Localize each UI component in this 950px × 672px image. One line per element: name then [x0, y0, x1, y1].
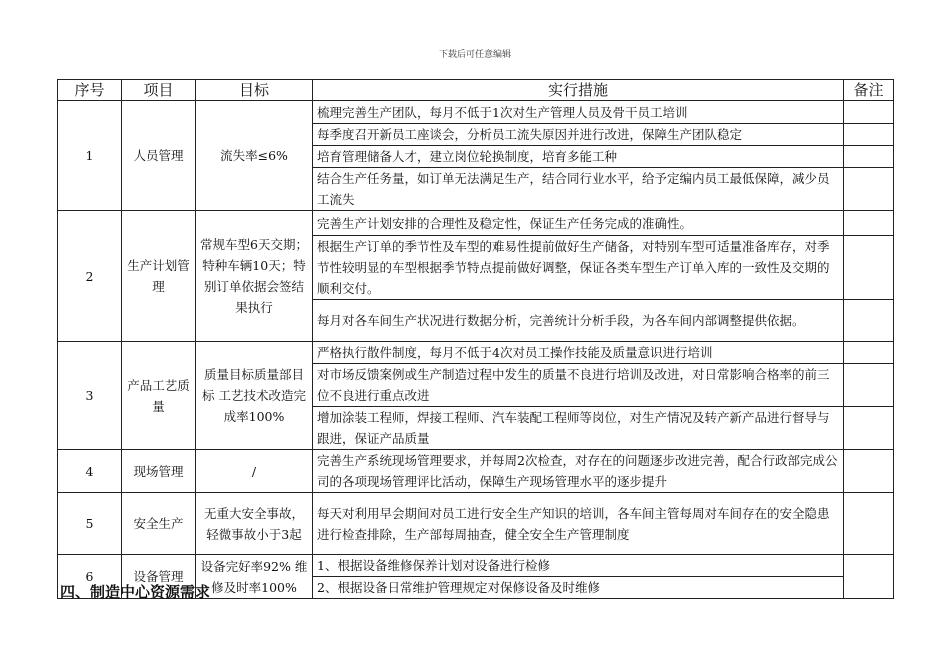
column-header: 备注	[844, 80, 894, 101]
column-header: 项目	[122, 80, 196, 101]
row-measure: 梳理完善生产团队，每月不低于1次对生产管理人员及骨干员工培训	[313, 101, 844, 124]
header-note: 下载后可任意编辑	[438, 50, 511, 60]
row-remark	[844, 450, 894, 493]
table-row	[58, 450, 894, 493]
row-measure: 完善生产计划安排的合理性及稳定性，保证生产任务完成的准确性。	[313, 211, 844, 236]
row-target: 流失率≤6%	[196, 101, 313, 211]
column-header: 序号	[58, 80, 122, 101]
row-remark	[844, 236, 894, 300]
row-remark	[844, 407, 894, 450]
row-number: 3	[58, 342, 122, 450]
row-number: 6	[58, 555, 122, 599]
column-header: 实行措施	[313, 80, 844, 101]
row-remark	[844, 124, 894, 146]
row-measure: 根据生产订单的季节性及车型的难易性提前做好生产储备，对特别车型可适量准备库存，对季节性较明显的车型根据季节特点提前做好调整，保证各类车型生产订单入库的一致性及交期的顺利交付。	[313, 236, 844, 300]
table-row	[58, 493, 894, 555]
row-remark	[844, 211, 894, 236]
row-remark	[844, 493, 894, 555]
table-row	[58, 101, 894, 124]
table-row	[58, 555, 894, 577]
row-target: 无重大安全事故，轻微事故小于3起	[196, 493, 313, 555]
row-target: 常规车型6天交期；特种车辆10天；特别订单依据会签结果执行	[196, 211, 313, 342]
row-item: 产品工艺质量	[122, 342, 196, 450]
row-item: 安全生产	[122, 493, 196, 555]
row-measure: 严格执行散件制度，每月不低于4次对员工操作技能及质量意识进行培训	[313, 342, 844, 364]
row-number: 5	[58, 493, 122, 555]
row-target: 质量目标质量部目标 工艺技术改造完成率100%	[196, 342, 313, 450]
row-target: /	[196, 450, 313, 493]
row-measure: 增加涂装工程师，焊接工程师、汽车装配工程师等岗位，对生产情况及转产新产品进行督导与跟进，保证产品质量	[313, 407, 844, 450]
row-remark	[844, 555, 894, 599]
row-number: 1	[58, 101, 122, 211]
plan-table	[57, 79, 894, 599]
row-item: 设备管理	[122, 555, 196, 599]
row-item: 现场管理	[122, 450, 196, 493]
row-measure: 完善生产系统现场管理要求，并每周2次检查，对存在的问题逐步改进完善，配合行政部完成公司的各项现场管理评比活动，保障生产现场管理水平的逐步提升	[313, 450, 844, 493]
row-item: 人员管理	[122, 101, 196, 211]
row-measure: 培育管理储备人才，建立岗位轮换制度，培育多能工种	[313, 146, 844, 168]
row-measure: 每季度召开新员工座谈会，分析员工流失原因并进行改进，保障生产团队稳定	[313, 124, 844, 146]
section-heading: 四、制造中心资源需求	[60, 583, 211, 601]
row-item: 生产计划管理	[122, 211, 196, 342]
row-measure: 每天对利用早会期间对员工进行安全生产知识的培训，各车间主管每周对车间存在的安全隐患进行检查排除，生产部每周抽查，健全安全生产管理制度	[313, 493, 844, 555]
column-header: 目标	[196, 80, 313, 101]
row-remark	[844, 364, 894, 407]
row-remark	[844, 168, 894, 211]
row-number: 4	[58, 450, 122, 493]
table-row	[58, 211, 894, 236]
row-target: 设备完好率92% 维修及时率100%	[196, 555, 313, 599]
row-remark	[844, 342, 894, 364]
row-measure: 1、根据设备维修保养计划对设备进行检修	[313, 555, 844, 577]
row-measure: 2、根据设备日常维护管理规定对保修设备及时维修	[313, 577, 844, 599]
row-remark	[844, 300, 894, 342]
row-measure: 每月对各车间生产状况进行数据分析，完善统计分析手段，为各车间内部调整提供依据。	[313, 300, 844, 342]
row-measure: 结合生产任务量，如订单无法满足生产，结合同行业水平，给予定编内员工最低保障，减少员工流失	[313, 168, 844, 211]
row-remark	[844, 146, 894, 168]
row-remark	[844, 101, 894, 124]
table-row	[58, 342, 894, 364]
row-measure: 对市场反馈案例或生产制造过程中发生的质量不良进行培训及改进，对日常影响合格率的前三位不良进行重点改进	[313, 364, 844, 407]
table-header-row	[58, 80, 894, 101]
row-number: 2	[58, 211, 122, 342]
